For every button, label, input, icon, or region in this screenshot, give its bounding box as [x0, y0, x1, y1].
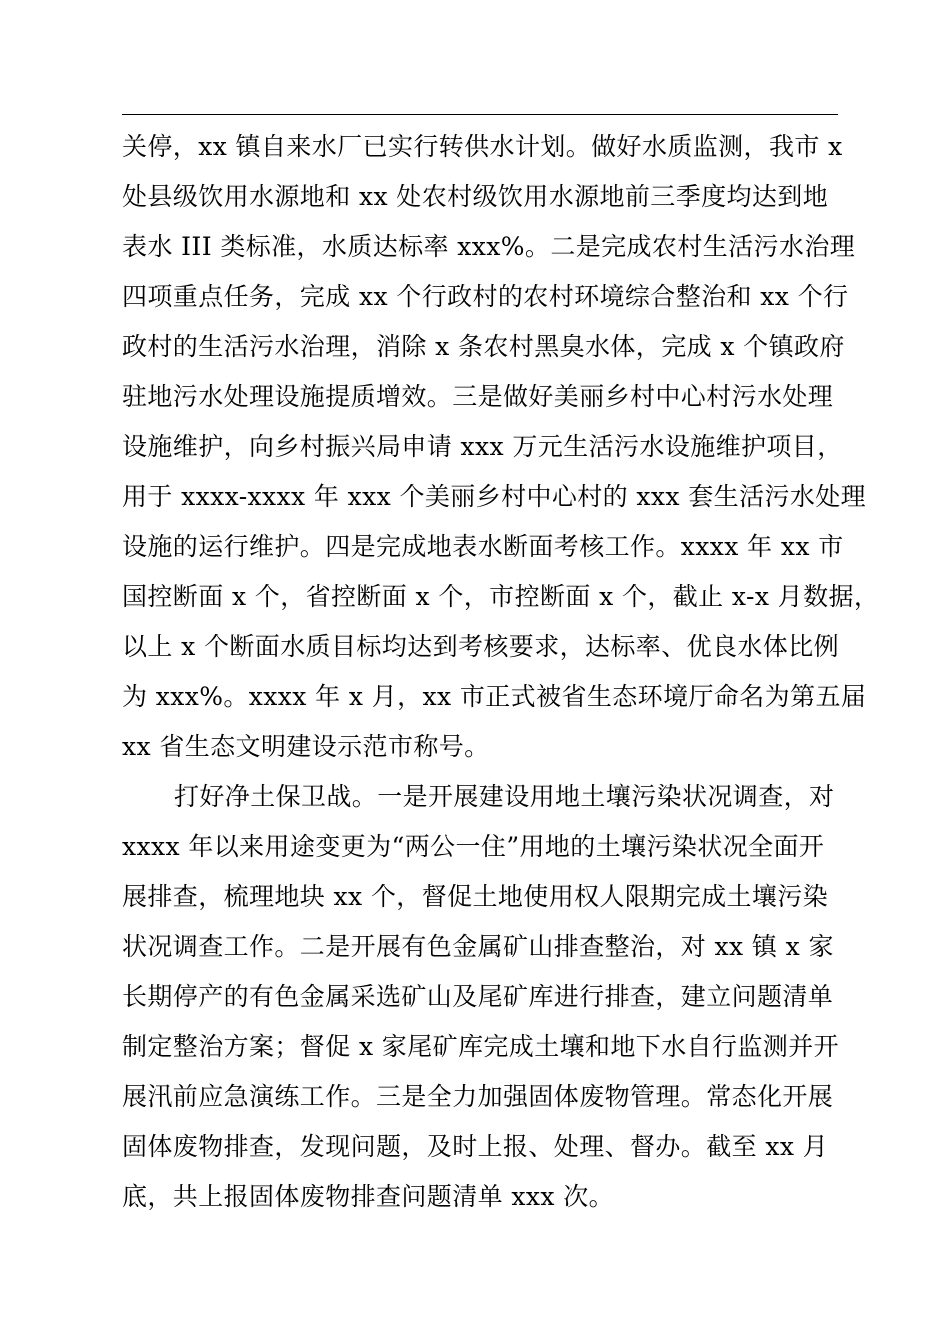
text-line: 驻地污水处理设施提质增效。三是做好美丽乡村中心村污水处理	[122, 382, 834, 411]
text-line: xxxx 年以来用途变更为“两公一住”用地的土壤污染状况全面开	[122, 832, 825, 861]
text-line: 展排查，梳理地块 xx 个，督促土地使用权人限期完成土壤污染	[122, 882, 829, 911]
header-rule	[122, 114, 838, 115]
text-line: 四项重点任务，完成 xx 个行政村的农村环境综合整治和 xx 个行	[122, 282, 849, 311]
text-line: 用于 xxxx-xxxx 年 xxx 个美丽乡村中心村的 xxx 套生活污水处理	[122, 482, 867, 511]
text-line: 底，共上报固体废物排查问题清单 xxx 次。	[122, 1182, 614, 1211]
text-line: 为 xxx%。xxxx 年 x 月，xx 市正式被省生态环境厅命名为第五届	[122, 682, 867, 711]
paragraph-soil-protection	[122, 772, 862, 1222]
body-text	[122, 122, 880, 1222]
text-line: 状况调查工作。二是开展有色金属矿山排查整治，对 xx 镇 x 家	[122, 932, 834, 961]
text-line: 表水 III 类标准，水质达标率 xxx%。二是完成农村生活污水治理	[122, 232, 856, 261]
text-line: 长期停产的有色金属采选矿山及尾矿库进行排查，建立问题清单	[122, 982, 834, 1011]
paragraph-water-quality	[122, 122, 880, 772]
text-line: 关停，xx 镇自来水厂已实行转供水计划。做好水质监测，我市 x	[122, 132, 843, 161]
text-line: 处县级饮用水源地和 xx 处农村级饮用水源地前三季度均达到地	[122, 182, 829, 211]
text-line: 政村的生活污水治理，消除 x 条农村黑臭水体，完成 x 个镇政府	[122, 332, 845, 361]
text-line: 设施的运行维护。四是完成地表水断面考核工作。xxxx 年 xx 市	[122, 532, 844, 561]
text-line: 展汛前应急演练工作。三是全力加强固体废物管理。常态化开展	[122, 1082, 834, 1111]
text-line: 以上 x 个断面水质目标均达到考核要求，达标率、优良水体比例	[122, 632, 839, 661]
text-line: 制定整治方案；督促 x 家尾矿库完成土壤和地下水自行监测并开	[122, 1032, 839, 1061]
text-line: 设施维护，向乡村振兴局申请 xxx 万元生活污水设施维护项目，	[122, 432, 843, 461]
text-line: 固体废物排查，发现问题，及时上报、处理、督办。截至 xx 月	[122, 1132, 829, 1161]
text-line: xx 省生态文明建设示范市称号。	[122, 732, 490, 761]
text-line-indented: 打好净土保卫战。一是开展建设用地土壤污染状况调查，对	[174, 782, 835, 811]
text-line: 国控断面 x 个，省控断面 x 个，市控断面 x 个，截止 x-x 月数据，	[122, 582, 880, 611]
